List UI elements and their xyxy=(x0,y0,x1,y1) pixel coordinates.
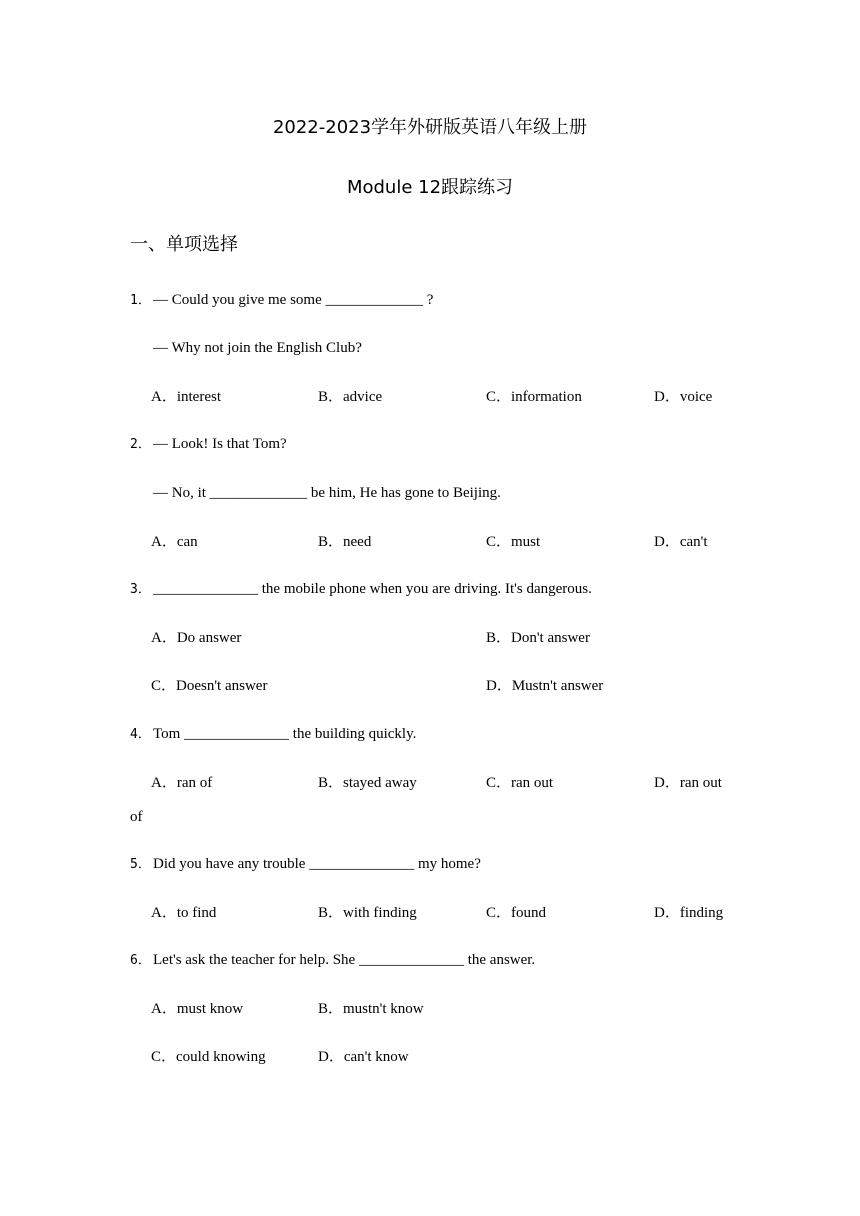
option-a: A．interest xyxy=(151,389,221,405)
question-stem: ______________ the mobile phone when you are driving. It's dangerous. xyxy=(153,581,592,597)
option-d: D．can't know xyxy=(318,1049,409,1065)
question-stem-line2: — No, it _____________ be him, He has gone to Beijing. xyxy=(153,485,501,501)
option-c: C．ran out xyxy=(486,775,554,791)
question-number: 3． xyxy=(130,582,151,597)
option-c: C．found xyxy=(486,905,547,921)
option-c: C．information xyxy=(486,389,582,405)
option-b: B．Don't answer xyxy=(486,630,590,646)
option-a: A．Do answer xyxy=(151,630,242,646)
option-a: A．to find xyxy=(151,905,217,921)
section-heading: 一、单项选择 xyxy=(130,234,238,255)
option-b: B．advice xyxy=(318,389,383,405)
question-number: 4． xyxy=(130,727,151,742)
option-c: C．Doesn't answer xyxy=(151,678,268,694)
question-stem: Let's ask the teacher for help. She ______________ the answer. xyxy=(153,952,536,968)
option-a: A．must know xyxy=(151,1001,244,1017)
option-b: B．with finding xyxy=(318,905,417,921)
option-d: D．can't xyxy=(654,534,708,550)
option-d: D．finding xyxy=(654,905,724,921)
question-stem: — Could you give me some _____________ ? xyxy=(153,292,434,308)
question-stem: Did you have any trouble ______________ my home? xyxy=(153,856,481,872)
document-title: 2022-2023学年外研版英语八年级上册 xyxy=(272,117,588,138)
option-b: B．stayed away xyxy=(318,775,417,791)
option-c: C．could knowing xyxy=(151,1049,266,1065)
question-number: 2． xyxy=(130,437,151,452)
question-stem-line2: — Why not join the English Club? xyxy=(153,340,362,356)
option-b: B．need xyxy=(318,534,372,550)
question-number: 6． xyxy=(130,953,151,968)
document-subtitle: Module 12跟踪练习 xyxy=(346,177,514,198)
question-number: 5． xyxy=(130,857,151,872)
option-d: D．Mustn't answer xyxy=(486,678,604,694)
question-stem: — Look! Is that Tom? xyxy=(153,436,287,452)
option-d: D．ran out xyxy=(654,775,722,791)
question-stem: Tom ______________ the building quickly. xyxy=(153,726,417,742)
option-d: D．voice xyxy=(654,389,713,405)
option-c: C．must xyxy=(486,534,541,550)
option-b: B．mustn't know xyxy=(318,1001,424,1017)
option-a: A．can xyxy=(151,534,198,550)
option-a: A．ran of xyxy=(151,775,213,791)
option-d-wrap: of xyxy=(130,809,143,825)
question-number: 1． xyxy=(130,293,151,308)
